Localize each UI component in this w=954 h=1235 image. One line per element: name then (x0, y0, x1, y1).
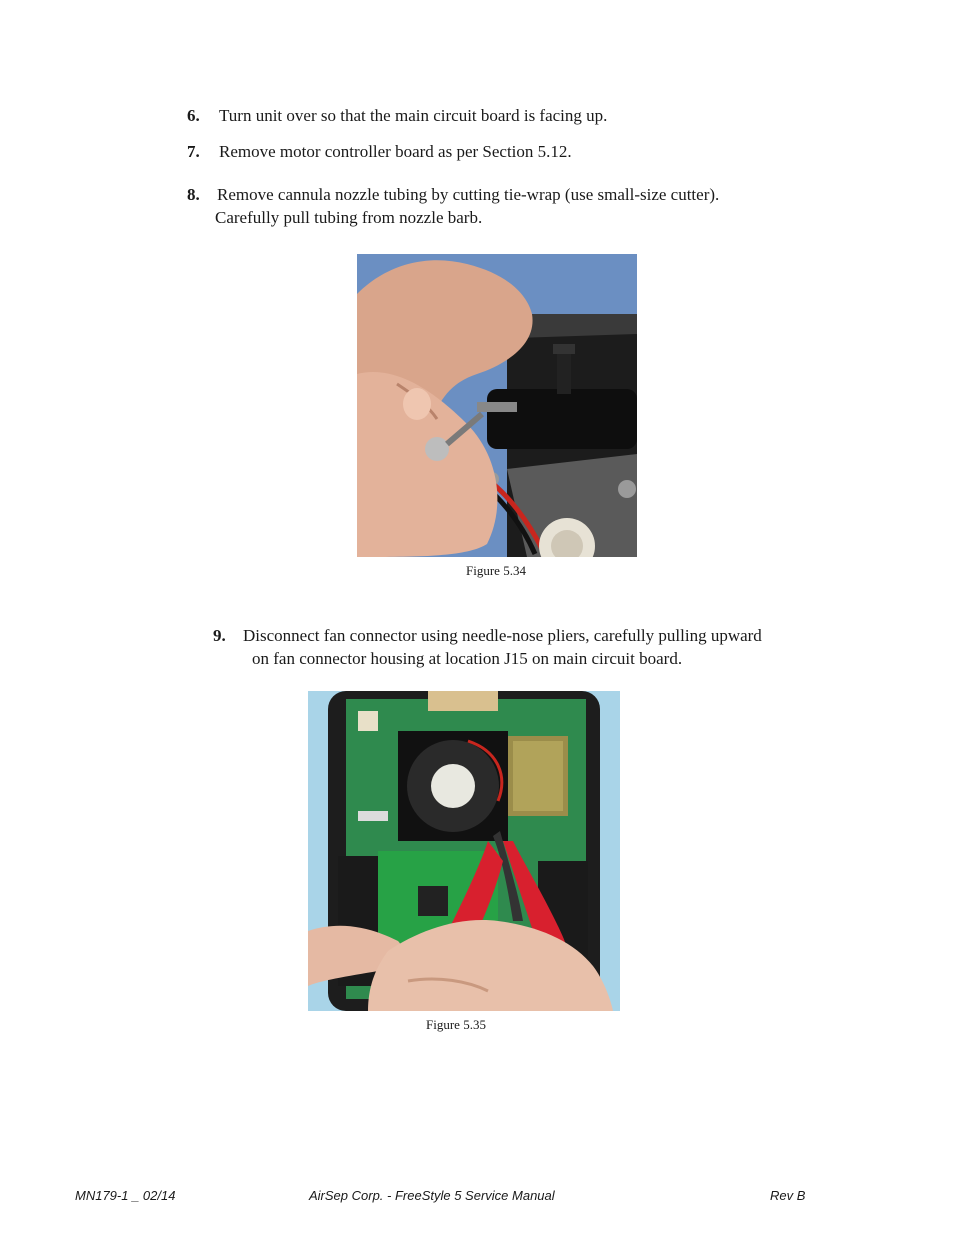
figure-5-34-caption: Figure 5.34 (466, 563, 526, 578)
step-8 (187, 183, 719, 229)
footer-manual-title: AirSep Corp. - FreeStyle 5 Service Manual (309, 1188, 555, 1203)
step-text: Remove cannula nozzle tubing by cutting tie-wrap (use small-size cutter). (217, 185, 720, 204)
step-number: 7. (187, 142, 200, 161)
figure-5-35-caption: Figure 5.35 (426, 1017, 486, 1032)
figure-5-34-photo (357, 254, 637, 557)
step-text-continued: on fan connector housing at location J15 on main circuit board. (252, 649, 683, 668)
step-7 (187, 140, 572, 163)
step-text: Disconnect fan connector using needle-nose pliers, carefully pulling upward (243, 626, 762, 645)
step-text: Turn unit over so that the main circuit board is facing up. (219, 106, 608, 125)
step-text: Remove motor controller board as per Section 5.12. (219, 142, 572, 161)
step-number: 8. (187, 185, 200, 204)
footer-document-id: MN179-1 _ 02/14 (75, 1188, 176, 1203)
footer-revision: Rev B (770, 1188, 806, 1203)
step-number: 9. (213, 626, 226, 645)
step-text-continued: Carefully pull tubing from nozzle barb. (215, 208, 483, 227)
figure-5-35-photo (308, 691, 620, 1011)
step-9 (213, 624, 762, 670)
step-number: 6. (187, 106, 200, 125)
step-6 (187, 104, 607, 127)
